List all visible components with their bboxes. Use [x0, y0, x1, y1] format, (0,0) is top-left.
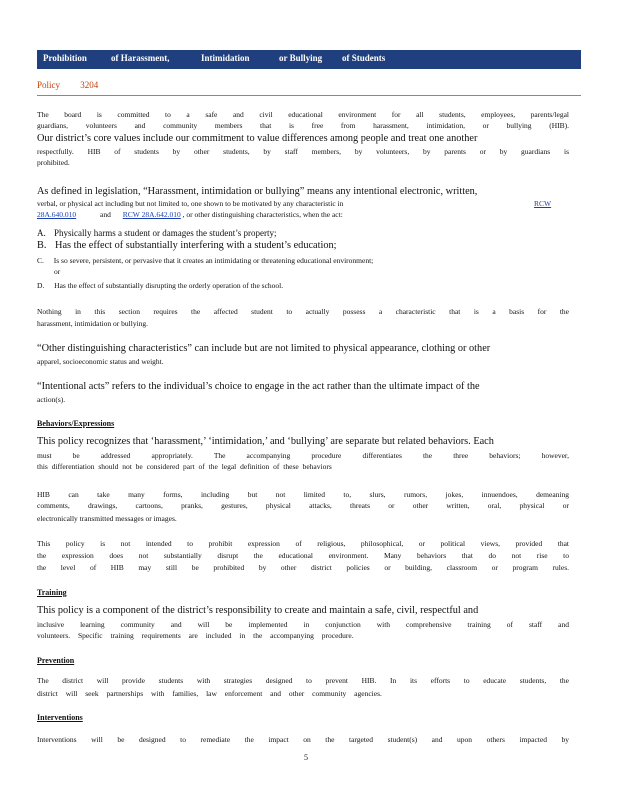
p2-line1: As defined in legislation, “Harassment, intimidation or bullying” means any intentional electronic, written, [37, 186, 478, 197]
p5-line1: “Intentional acts” refers to the individual’s choice to engage in the act rather than the ultimate impact of the [37, 381, 480, 392]
behaviors-line2: must be addressed appropriately. The accompanying procedure differentiates the three behaviors; however, [37, 451, 569, 460]
training-line3: volunteers. Specific training requirements are included in the accompanying procedure. [37, 631, 354, 640]
p4-line2: apparel, socioeconomic status and weight. [37, 357, 164, 366]
list-item-c [37, 256, 569, 265]
rcw-link-3[interactable]: RCW 28A.642.010 [122, 210, 181, 219]
p4-line1: “Other distinguishing characteristics” can include but are not limited to physical appearance, clothing or other [37, 343, 491, 354]
policy-label: Policy [37, 80, 61, 90]
title-word-1: Prohibition [43, 53, 87, 63]
page-number: 5 [304, 753, 308, 762]
behaviors-c3: the level of HIB may still be prohibited by other district policies or building, classroom or program rules. [37, 563, 569, 572]
title-word-2: of Harassment, [111, 53, 170, 63]
p1-line3: Our district’s core values include our commitment to value differences among people and treat one another [37, 133, 478, 144]
behaviors-b3: electronically transmitted messages or images. [37, 514, 177, 523]
rcw-link-1[interactable]: RCW [534, 199, 552, 208]
list-text: Has the effect of substantially interfering with a student’s education; [55, 240, 337, 251]
behaviors-b1: HIB can take many forms, including but not limited to, slurs, rumors, jokes, innuendoes, demeaning [37, 490, 569, 499]
behaviors-heading: Behaviors/Expressions [37, 419, 115, 428]
p2-line2 [37, 199, 569, 208]
p2-line3-end: , or other distinguishing characteristics, when the act: [182, 210, 343, 219]
list-text: Is so severe, persistent, or pervasive that it creates an intimidating or threatening educational environment; [53, 256, 374, 265]
prevention-line2: district will seek partnerships with families, law enforcement and other community agencies. [37, 689, 382, 698]
interventions-heading: Interventions [37, 713, 83, 722]
list-item-b [37, 240, 569, 251]
p1-line1: The board is committed to a safe and civil educational environment for all students, employees, parents/legal [37, 110, 569, 119]
title-word-5: of Students [342, 53, 386, 63]
list-text: Has the effect of substantially disrupting the orderly operation of the school. [54, 281, 284, 290]
title-banner [37, 50, 581, 69]
list-letter: D. [37, 281, 45, 290]
title-word-3: Intimidation [201, 53, 250, 63]
title-word-4: or Bullying [279, 53, 323, 63]
interventions-line1: Interventions will be designed to remediate the impact on the targeted student(s) and upon others impacted by [37, 735, 569, 744]
list-letter: C. [37, 256, 44, 265]
p1-line4: respectfully. HIB of students by other students, by staff members, by volunteers, by parents or by guardians is [37, 147, 569, 156]
behaviors-line1: This policy recognizes that ‘harassment,’ ‘intimidation,’ and ‘bullying’ are separate but related behaviors. Each [37, 436, 494, 447]
list-text: Physically harms a student or damages the student’s property; [54, 228, 277, 238]
p2-and: and [100, 210, 111, 219]
behaviors-line3: this differentiation should not be considered part of the legal definition of these behaviors [37, 462, 332, 471]
p5-line2: action(s). [37, 395, 66, 404]
list-item-a [37, 228, 569, 238]
training-heading: Training [37, 588, 67, 597]
p2-line2-text: verbal, or physical act including but not limited to, one shown to be motivated by any characteristic in [37, 199, 344, 208]
prevention-heading: Prevention [37, 656, 75, 665]
list-item-d [37, 281, 569, 290]
behaviors-b2: comments, drawings, cartoons, pranks, gestures, physical attacks, threats or other written, oral, physical or [37, 501, 569, 510]
list-letter: B. [37, 240, 47, 251]
p1-line2: guardians, volunteers and community members that is free from harassment, intimidation, or bullying (HIB). [37, 121, 569, 130]
p2-line3 [37, 210, 569, 219]
policy-number: 3204 [80, 80, 99, 90]
training-line1: This policy is a component of the district’s responsibility to create and maintain a safe, civil, respectful and [37, 605, 479, 616]
list-item-c-or: or [54, 267, 61, 276]
training-line2: inclusive learning community and will be implemented in conjunction with comprehensive training of staff and [37, 620, 569, 629]
behaviors-c1: This policy is not intended to prohibit expression of religious, philosophical, or political views, provided that [37, 539, 569, 548]
list-letter: A. [37, 228, 46, 238]
orange-divider [37, 95, 581, 96]
prevention-line1: The district will provide students with strategies designed to prevent HIB. In its efforts to educate students, the [37, 676, 569, 685]
behaviors-c2: the expression does not substantially disrupt the educational environment. Many behaviors that do not rise to [37, 551, 569, 560]
p3-line1: Nothing in this section requires the affected student to actually possess a characteristic that is a basis for the [37, 307, 569, 316]
p1-line5: prohibited. [37, 158, 70, 167]
p3-line2: harassment, intimidation or bullying. [37, 319, 149, 328]
rcw-link-2[interactable]: 28A.640.010 [37, 210, 77, 219]
policy-id [37, 80, 116, 90]
